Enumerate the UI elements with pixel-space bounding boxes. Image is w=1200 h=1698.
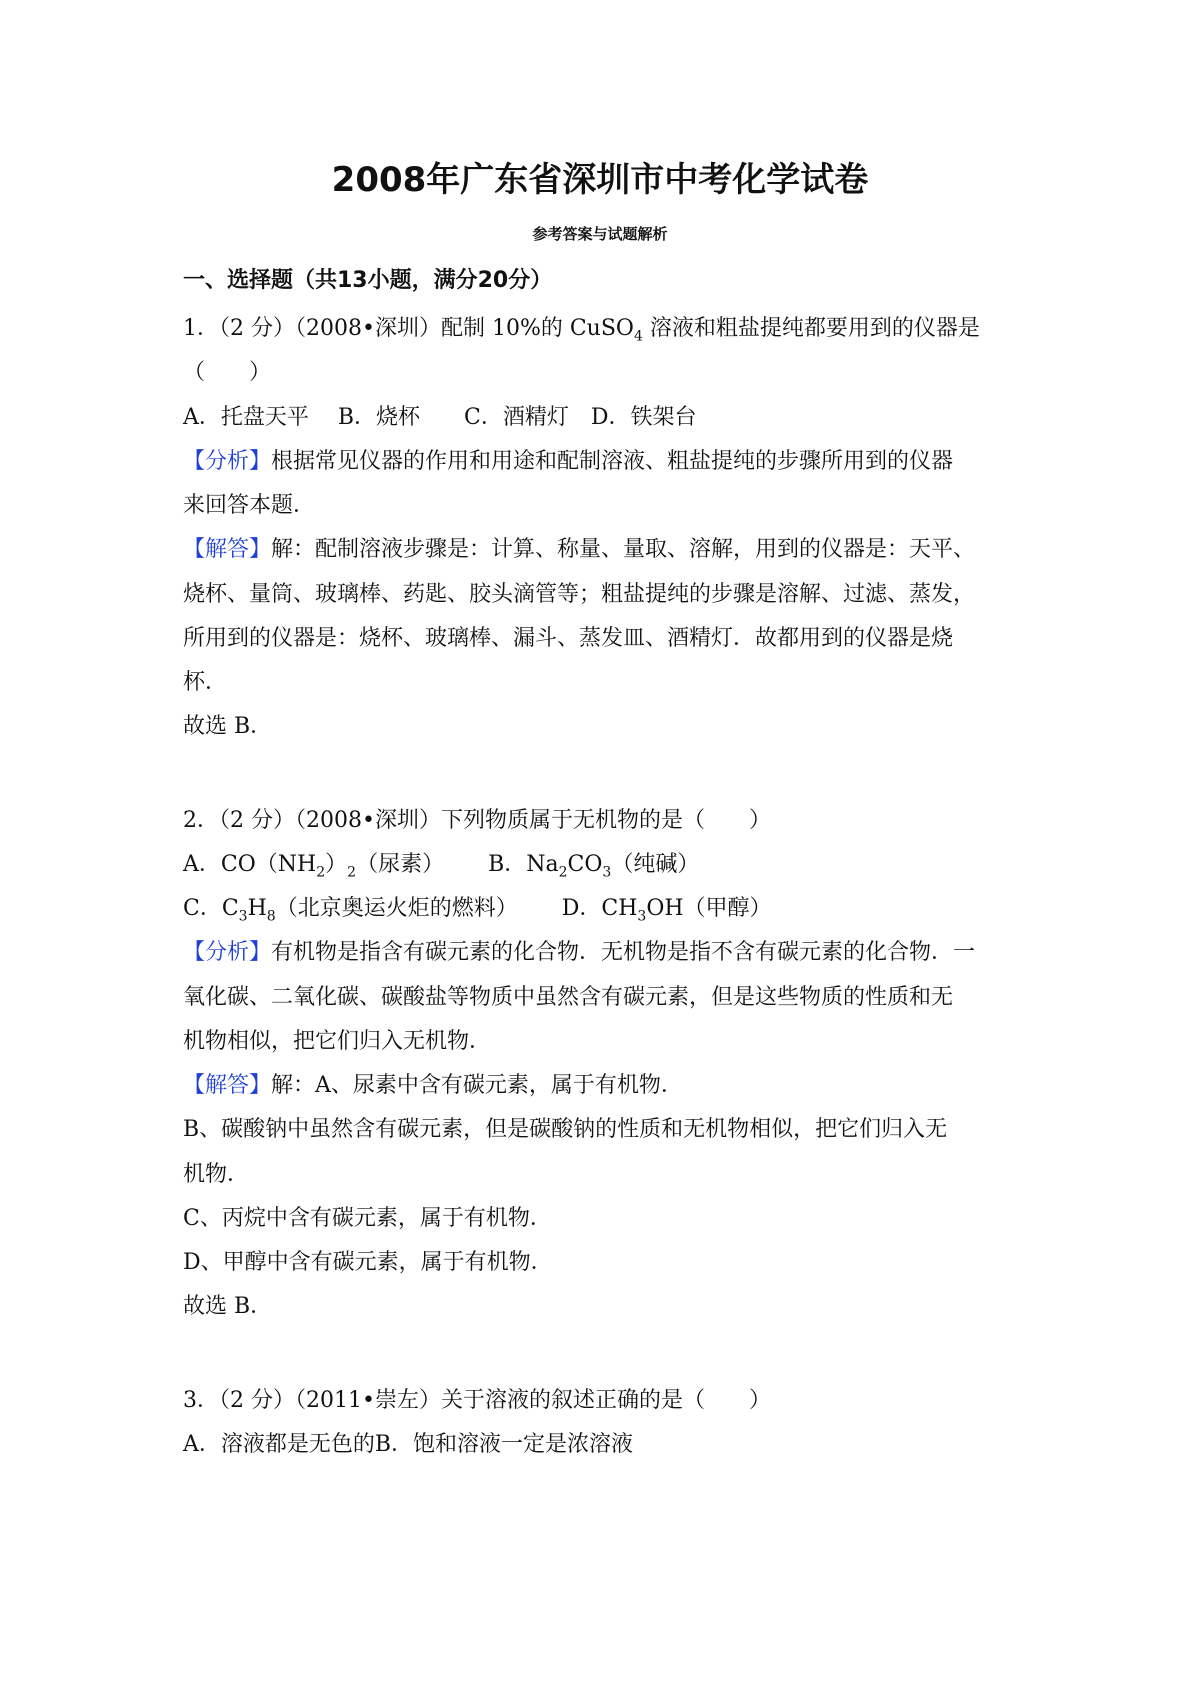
q2-opt-a-part2: ） (325, 852, 348, 877)
q2-answer-5: D、甲醇中含有碳元素，属于有机物． (183, 1250, 553, 1275)
q2-option-b (488, 852, 700, 881)
q1-stem-sub: 4 (633, 328, 643, 345)
page-title: 2008年广东省深圳市中考化学试卷 (331, 160, 869, 200)
q1-answer-text: 解：配制溶液步骤是：计算、称量、量取、溶解，用到的仪器是：天平、 (271, 537, 976, 562)
q1-paren: （ ） (183, 360, 272, 385)
section-heading: 一、选择题（共13小题，满分20分） (183, 268, 553, 293)
q2-opt-d-part1: D．CH (561, 896, 638, 921)
q1-answer-3: 所用到的仪器是：烧杯、玻璃棒、漏斗、蒸发皿、酒精灯．故都用到的仪器是烧 (183, 626, 954, 651)
q2-opt-a-sub1: 2 (316, 864, 326, 881)
q2-opt-d-sub1: 3 (637, 908, 647, 925)
q1-answer-4: 杯． (183, 670, 228, 695)
answer-tag: 【解答】 (183, 537, 272, 562)
q2-choice: 故选 B． (183, 1294, 273, 1319)
q1-analysis-line (183, 447, 1033, 477)
q2-analysis-text: 有机物是指含有碳元素的化合物．无机物是指不含有碳元素的化合物．一 (271, 940, 976, 965)
analysis-tag: 【分析】 (183, 940, 272, 965)
q2-opt-c-part1: C．C (183, 896, 239, 921)
q2-opt-a-part3: （尿素） (356, 852, 445, 877)
q2-opt-d-part2: OH（甲醇） (646, 896, 772, 921)
q2-opt-c-part2: H (247, 896, 267, 921)
q1-stem (183, 314, 1033, 344)
q3-stem: 3．（2 分）（2011•崇左）关于溶液的叙述正确的是（ ） (183, 1388, 771, 1413)
q2-answer-line (183, 1071, 1033, 1101)
q2-answer-text: 解：A、尿素中含有碳元素，属于有机物． (271, 1073, 683, 1098)
q2-stem: 2．（2 分）（2008•深圳）下列物质属于无机物的是（ ） (183, 808, 771, 833)
answer-tag: 【解答】 (183, 1073, 272, 1098)
q1-answer-line (183, 535, 1033, 565)
q2-option-d (561, 896, 772, 925)
q2-option-a (183, 852, 445, 881)
q2-option-c (183, 896, 518, 925)
q1-analysis-text: 根据常见仪器的作用和用途和配制溶液、粗盐提纯的步骤所用到的仪器 (271, 449, 954, 474)
q2-analysis-2: 氧化碳、二氧化碳、碳酸盐等物质中虽然含有碳元素，但是这些物质的性质和无 (183, 985, 954, 1010)
q1-stem-a: 1．（2 分）（2008•深圳）配制 10%的 CuSO (183, 316, 634, 341)
q2-answer-3: 机物． (183, 1162, 250, 1187)
q1-stem-b: 溶液和粗盐提纯都要用到的仪器是 (642, 316, 980, 341)
q1-options: A．托盘天平 B．烧杯 C．酒精灯 D．铁架台 (183, 405, 697, 430)
q2-analysis-line (183, 938, 1033, 968)
q2-opt-c-sub1: 3 (238, 908, 248, 925)
q2-opt-b-sub1: 2 (558, 864, 568, 881)
q2-opt-b-part1: B．Na (488, 852, 559, 877)
q1-analysis-2: 来回答本题． (183, 493, 316, 518)
analysis-tag: 【分析】 (183, 449, 272, 474)
q2-opt-b-part3: （纯碱） (611, 852, 700, 877)
q2-opt-a-sub2: 2 (347, 864, 357, 881)
q2-opt-a-part1: A．CO（NH (183, 852, 317, 877)
q1-answer-2: 烧杯、量筒、玻璃棒、药匙、胶头滴管等；粗盐提纯的步骤是溶解、过滤、蒸发， (183, 582, 976, 607)
q2-analysis-3: 机物相似，把它们归入无机物． (183, 1029, 492, 1054)
q2-answer-2: B、碳酸钠中虽然含有碳元素，但是碳酸钠的性质和无机物相似，把它们归入无 (183, 1117, 948, 1142)
q2-options-cd (183, 894, 1033, 924)
page-subtitle: 参考答案与试题解析 (532, 225, 668, 243)
q1-choice: 故选 B． (183, 714, 273, 739)
q2-options-ab (183, 850, 1033, 880)
q3-options: A．溶液都是无色的B．饱和溶液一定是浓溶液 (183, 1432, 634, 1457)
q2-opt-c-sub2: 8 (266, 908, 276, 925)
q2-opt-c-part3: （北京奥运火炬的燃料） (275, 896, 518, 921)
q2-answer-4: C、丙烷中含有碳元素，属于有机物． (183, 1206, 552, 1231)
q2-opt-b-part2: CO (567, 852, 603, 877)
q2-opt-b-sub2: 3 (602, 864, 612, 881)
